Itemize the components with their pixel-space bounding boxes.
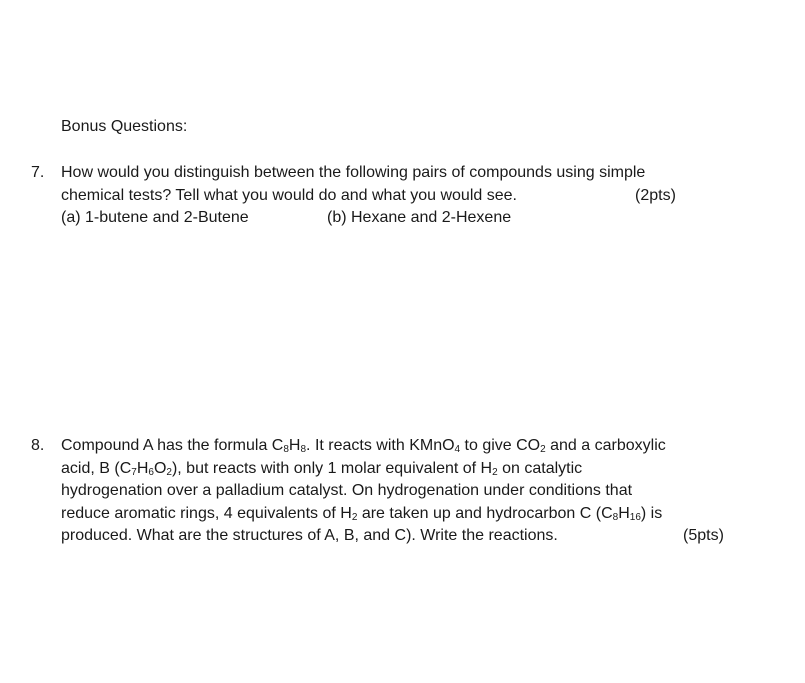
question-8-line-4 — [61, 503, 741, 526]
q8-text: H — [288, 437, 301, 454]
q8-text: acid, B (C — [61, 459, 132, 477]
subscript: 2 — [351, 511, 358, 523]
q8-text: H — [136, 459, 149, 477]
question-8-number: 8. — [31, 437, 45, 454]
question-8-line-5-text: produced. What are the structures of A, B, and C). Write the reactions. — [61, 527, 558, 544]
question-7-line-2-text: chemical tests? Tell what you would do and what you would see. — [61, 186, 517, 204]
question-7-number: 7. — [31, 164, 45, 181]
q8-text: ) is — [640, 504, 663, 522]
question-7-line-2 — [61, 185, 741, 208]
q8-text: H — [618, 504, 630, 522]
q8-text: O — [153, 459, 167, 477]
q8-text: and a carboxylic — [545, 437, 666, 454]
subscript: 2 — [492, 466, 498, 478]
question-7 — [61, 162, 741, 230]
question-7-part-b: (b) Hexane and 2-Hexene — [327, 209, 512, 226]
q8-text: are taken up and hydrocarbon C (C — [357, 504, 613, 522]
question-7-points: (2pts) — [635, 186, 676, 204]
q8-text: . It reacts with KMnO — [306, 437, 455, 454]
subscript: 8 — [283, 444, 289, 455]
subscript: 2 — [166, 466, 172, 478]
section-heading: Bonus Questions: — [61, 118, 188, 135]
q8-text: to give CO — [460, 437, 541, 454]
question-8-line-1 — [61, 435, 741, 458]
q8-text: reduce aromatic rings, 4 equivalents of H — [61, 504, 352, 522]
subscript: 8 — [300, 444, 307, 455]
subscript: 2 — [540, 444, 546, 455]
question-7-parts — [61, 207, 741, 230]
question-8-line-3: hydrogenation over a palladium catalyst. On hydrogenation under conditions that — [61, 482, 633, 499]
question-8-line-5 — [61, 525, 741, 548]
question-8 — [61, 435, 741, 548]
subscript: 6 — [148, 466, 154, 478]
subscript: 7 — [131, 466, 137, 478]
q8-text: on catalytic — [497, 459, 583, 477]
question-8-line-2 — [61, 458, 741, 481]
question-7-line-1: How would you distinguish between the following pairs of compounds using simple — [61, 164, 646, 181]
q8-text: Compound A has the formula C — [61, 437, 284, 454]
subscript: 16 — [629, 511, 641, 523]
q8-text: ), but reacts with only 1 molar equivalent of H — [171, 459, 493, 477]
question-8-points: (5pts) — [683, 527, 724, 544]
subscript: 4 — [454, 444, 461, 455]
subscript: 8 — [612, 511, 619, 523]
question-7-part-a: (a) 1-butene and 2-Butene — [61, 209, 249, 226]
